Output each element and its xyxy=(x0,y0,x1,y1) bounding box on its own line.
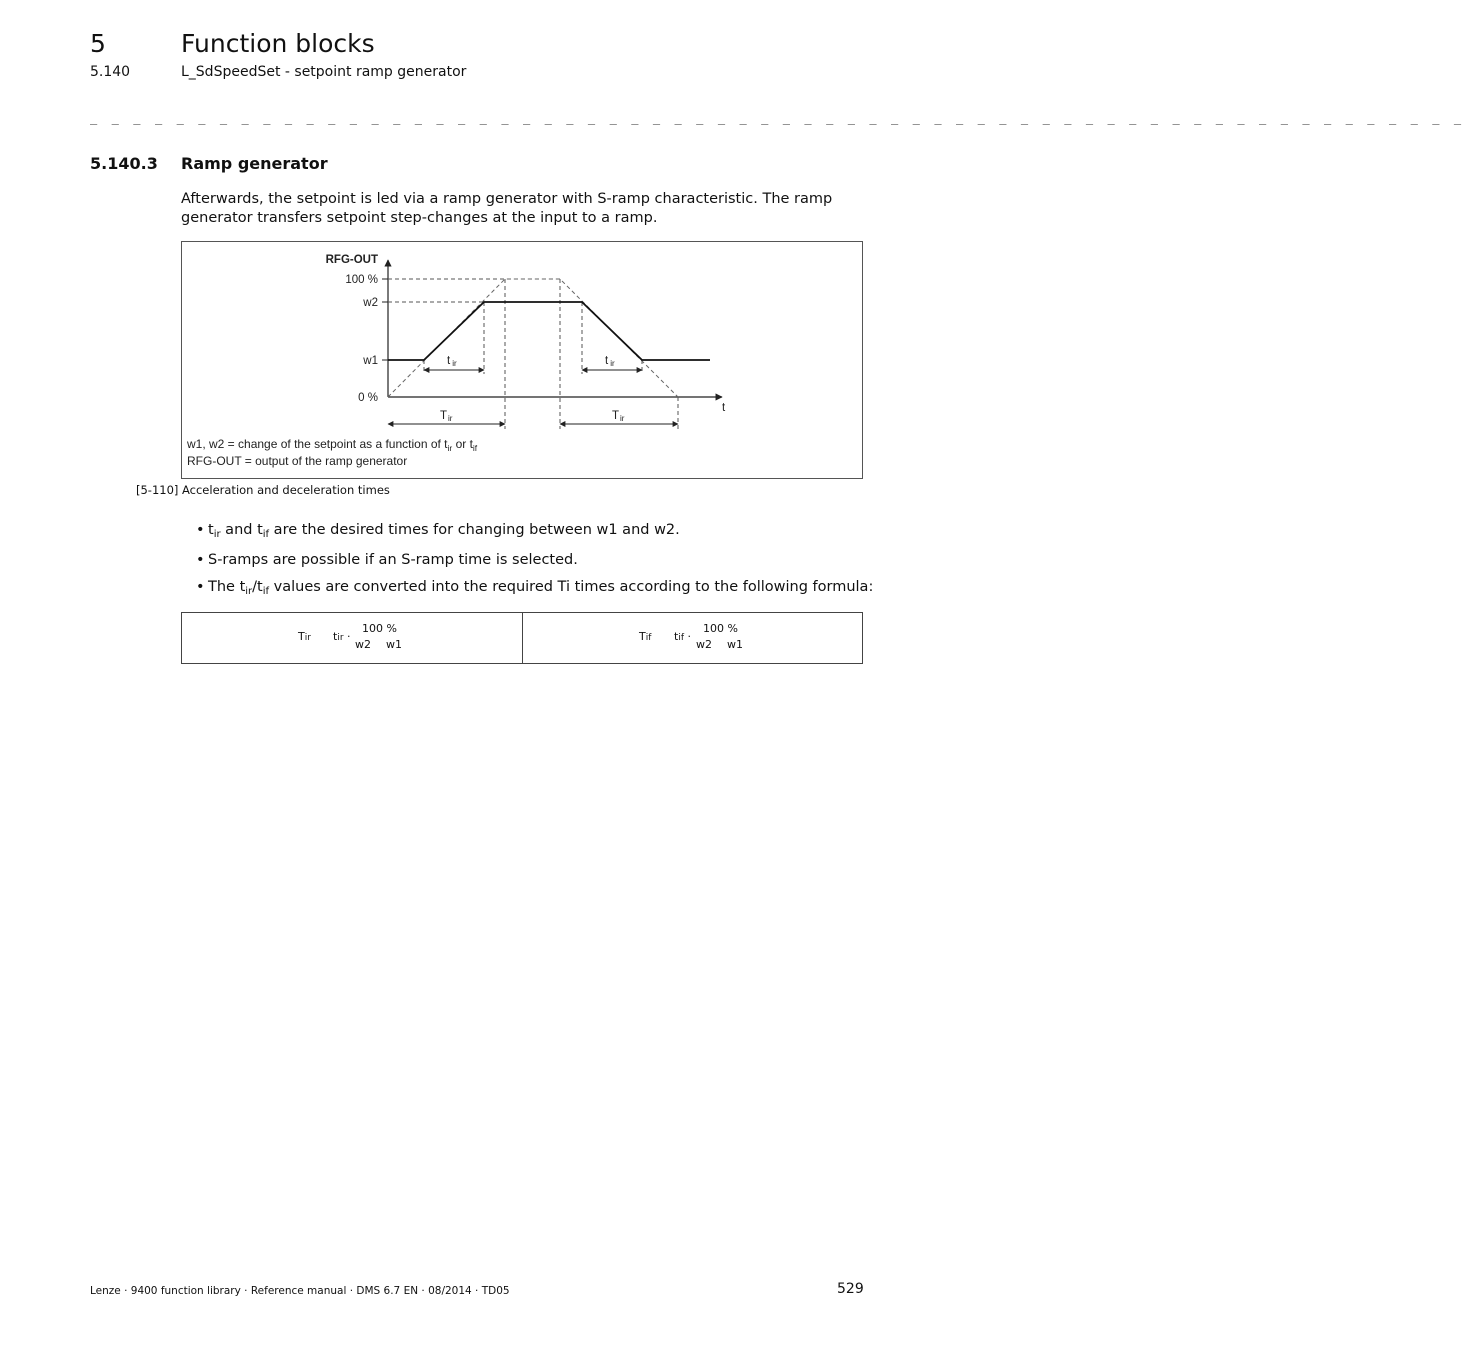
label-w1: w1 xyxy=(363,355,378,367)
formula-denominator-w2: w2 xyxy=(696,638,712,651)
bullet-dot: • xyxy=(196,579,205,595)
ramp-diagram xyxy=(182,242,864,480)
formula-t-if: tif · xyxy=(674,630,691,643)
figure-legend-line2: RFG-OUT = output of the ramp generator xyxy=(187,454,408,468)
bullet-item-times: $t_{ir}$ and $t_{if}$ are the desired times for changing between w1 and w2. xyxy=(208,522,680,540)
tir-label-accel: t ir xyxy=(447,355,457,368)
label-0-percent: 0 % xyxy=(358,392,378,404)
Tir-label-decel: Tir xyxy=(612,410,625,423)
formula-cell-deceleration xyxy=(523,613,863,663)
dashed-separator: _ _ _ _ _ _ _ _ _ _ _ _ _ _ _ _ _ _ _ _ _ _ _ _ _ _ _ _ _ _ _ _ _ _ _ _ _ _ _ _ _ _ _ _ _ _ _ _ _ _ _ _ _ _ _ _ _ _ _ _ _ _ _ _ xyxy=(90,111,1465,125)
bullet-item-conversion: The $t_{ir}/t_{if}$ values are converted into the required Ti times according to the following formula: xyxy=(208,579,874,597)
footer-text: Lenze · 9400 function library · Reference manual · DMS 6.7 EN · 08/2014 · TD05 xyxy=(90,1285,510,1297)
formula-T-ir: Tir xyxy=(298,630,311,643)
figure-caption-number: [5-110] xyxy=(136,483,179,497)
formula-denominator-w1: w1 xyxy=(727,638,743,651)
ramp-figure xyxy=(181,241,863,479)
intro-paragraph: Afterwards, the setpoint is led via a ramp generator with S-ramp characteristic. The ramp generator transfers setpoint step-changes at the input to a ramp. xyxy=(181,191,833,226)
formula-cell-acceleration xyxy=(182,613,522,663)
rfg-out-curve xyxy=(388,302,710,360)
formula-table xyxy=(181,612,863,664)
formula-denominator-w1: w1 xyxy=(386,638,402,651)
bullet-dot: • xyxy=(196,552,205,568)
formula-denominator-w2: w2 xyxy=(355,638,371,651)
bullet-item-sramps: S-ramps are possible if an S-ramp time is selected. xyxy=(208,552,578,568)
formula-T-if: Tif xyxy=(639,630,652,643)
tir-label-decel: t ir xyxy=(605,355,615,368)
figure-caption-text: Acceleration and deceleration times xyxy=(182,483,390,497)
full-range-ramp xyxy=(388,279,678,397)
subsection-number: 5.140.3 xyxy=(90,154,158,173)
chapter-title: Function blocks xyxy=(181,29,375,58)
Tir-label-accel: Tir xyxy=(440,410,453,423)
formula-numerator: 100 % xyxy=(362,622,397,635)
section-number: 5.140 xyxy=(90,64,131,80)
formula-t-ir: tir · xyxy=(333,630,351,643)
label-100-percent: 100 % xyxy=(345,274,378,286)
label-time-axis: t xyxy=(722,402,726,414)
formula-numerator: 100 % xyxy=(703,622,738,635)
figure-legend-line1: w1, w2 = change of the setpoint as a function of $t_{ir}$ or $t_{if}$ xyxy=(187,437,478,453)
chapter-number: 5 xyxy=(90,29,106,58)
y-axis-label: RFG-OUT xyxy=(325,254,378,266)
page-number: 529 xyxy=(837,1281,864,1297)
section-title: L_SdSpeedSet - setpoint ramp generator xyxy=(181,64,467,80)
subsection-title: Ramp generator xyxy=(181,154,328,173)
bullet-dot: • xyxy=(196,522,205,538)
label-w2: w2 xyxy=(363,297,378,309)
